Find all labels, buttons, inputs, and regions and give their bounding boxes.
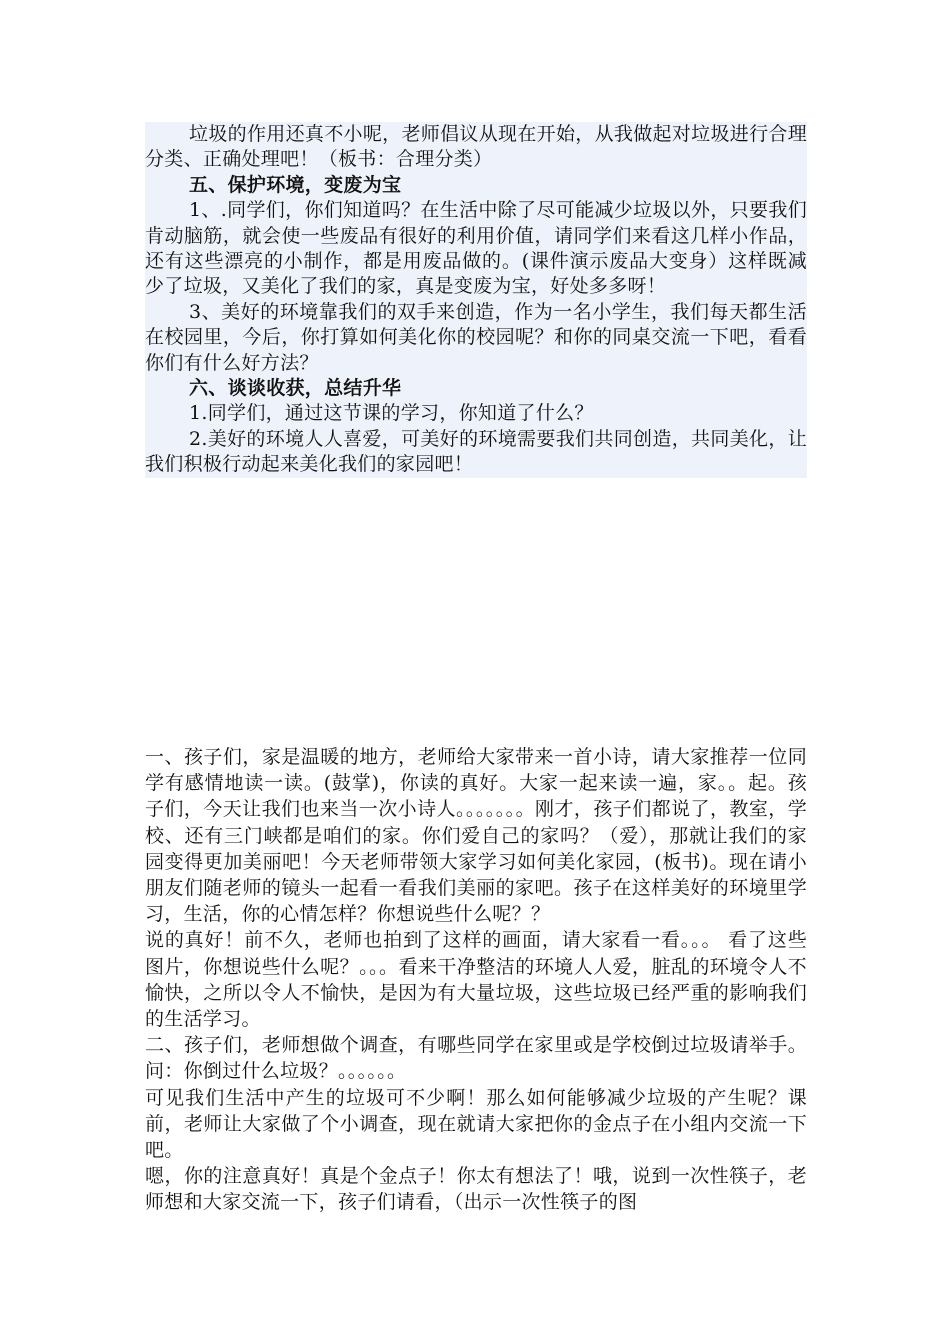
paragraph: 1、.同学们，你们知道吗？在生活中除了尽可能减少垃圾以外，只要我们肯动脑筋，就会使一些废品有很好的利用价值，请同学们来看这几样小作品，还有这些漂亮的小制作，都是用废品做的。(课件演示废品大变身）这样既减少了垃圾，又美化了我们的家，真是变废为宝，好处多多呀！ <box>145 199 807 298</box>
paragraph: 可见我们生活中产生的垃圾可不少啊！那么如何能够减少垃圾的产生呢？课前，老师让大家做了个小调查，现在就请大家把你的金点子在小组内交流一下吧。 <box>145 1086 807 1162</box>
upper-text-block <box>145 122 807 478</box>
paragraph: 1.同学们，通过这节课的学习，你知道了什么？ <box>189 402 594 425</box>
lower-text-block <box>145 744 807 1216</box>
paragraph: 一、孩子们，家是温暖的地方，老师给大家带来一首小诗，请大家推荐一位同学有感情地读一读。(鼓掌)，你读的真好。大家一起来读一遍，家。。起。孩子们，今天让我们也来当一次小诗人。。。。。。。刚才，孩子们都说了，教室，学校、还有三门峡都是咱们的家。你们爱自己的家吗？（爱），那就让我们的家园变得更加美丽吧！今天老师带领大家学习如何美化家园，(板书)。现在请小朋友们随老师的镜头一起看一看我们美丽的家吧。孩子在这样美好的环境里学习，生活，你的心情怎样？你想说些什么呢？？ <box>145 746 807 926</box>
paragraph: 二、孩子们，老师想做个调查，有哪些同学在家里或是学校倒过垃圾请举手。问：你倒过什么垃圾？。。。。。。 <box>145 1034 807 1083</box>
paragraph: 垃圾的作用还真不小呢，老师倡议从现在开始，从我做起对垃圾进行合理分类、正确处理吧！（板书：合理分类） <box>145 123 807 171</box>
paragraph: 3、美好的环境靠我们的双手来创造，作为一名小学生，我们每天都生活在校园里，今后，你打算如何美化你的校园呢？和你的同桌交流一下吧，看看你们有什么好方法？ <box>145 300 807 374</box>
paragraph: 嗯，你的注意真好！真是个金点子！你太有想法了！哦，说到一次性筷子，老师想和大家交流一下，孩子们请看，（出示一次性筷子的图 <box>145 1165 807 1214</box>
section-heading: 六、谈谈收获，总结升华 <box>189 377 402 400</box>
section-heading: 五、保护环境，变废为宝 <box>189 173 402 196</box>
paragraph: 2.美好的环境人人喜爱，可美好的环境需要我们共同创造，共同美化，让我们积极行动起来美化我们的家园吧！ <box>145 427 807 476</box>
paragraph: 说的真好！前不久，老师也拍到了这样的画面，请大家看一看。。。 看了这些图片，你想说些什么呢？。。。看来干净整洁的环境人人爱，脏乱的环境令人不愉快，之所以令人不愉快，是因为有大量垃圾，这些垃圾已经严重的影响我们的生活学习。 <box>145 929 807 1031</box>
